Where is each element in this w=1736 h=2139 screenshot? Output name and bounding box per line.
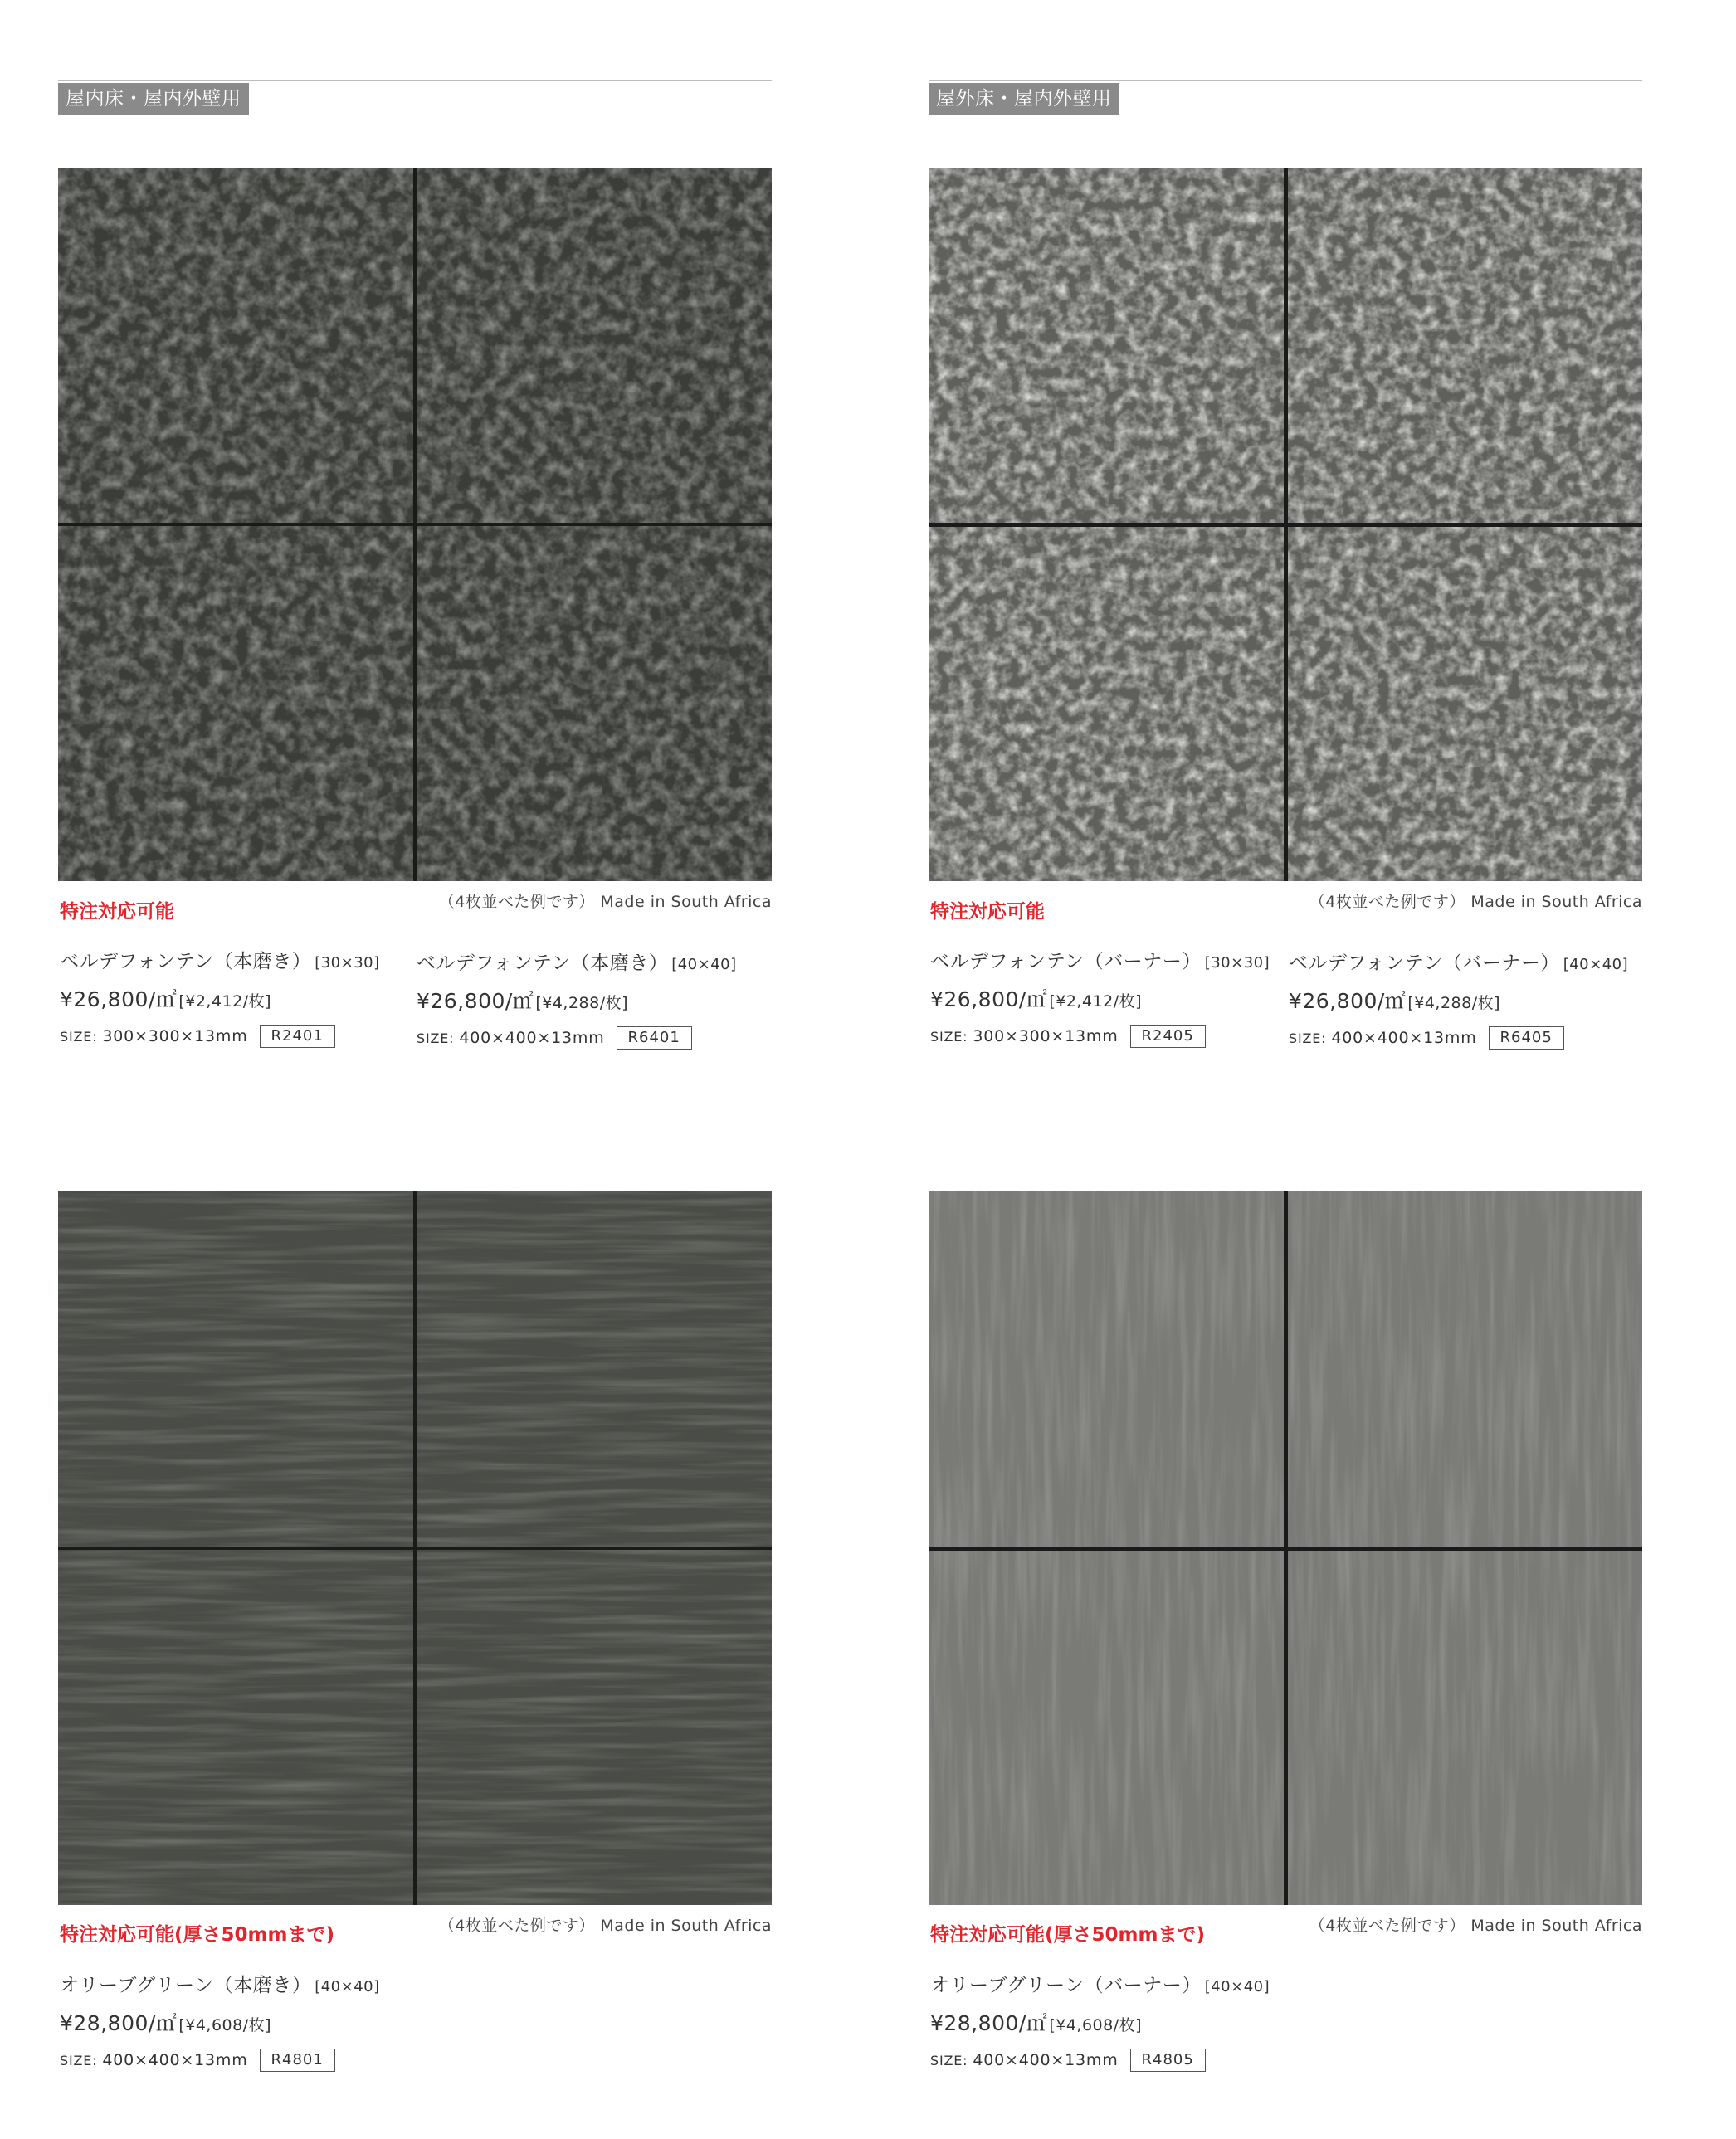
product-card <box>417 948 737 1050</box>
product-size: SIZE: 300×300×13mm R2401 <box>60 1025 380 1048</box>
section-divider-right <box>929 80 1642 81</box>
product-code: R4801 <box>260 2049 335 2072</box>
product-code: R6405 <box>1489 1026 1564 1050</box>
product-price: ¥26,800/㎡ [¥4,288/枚] <box>417 989 629 1013</box>
tile-joint-horizontal <box>929 1547 1642 1551</box>
product-price: ¥28,800/㎡ [¥4,608/枚] <box>930 2011 1143 2035</box>
stone-tile-image-olive-polished <box>58 1191 772 1905</box>
product-size: SIZE: 400×400×13mm R6405 <box>1289 1026 1628 1050</box>
product-name: ベルデフォンテン（バーナー） [30×30] <box>930 951 1270 972</box>
stone-tile-image-olive-burner <box>929 1191 1642 1905</box>
product-size: SIZE: 400×400×13mm R4805 <box>930 2049 1270 2072</box>
custom-order-note: 特注対応可能(厚さ50mmまで) <box>60 1924 334 1946</box>
section-tag-indoor: 屋内床・屋内外壁用 <box>58 83 249 115</box>
tile-joint-horizontal <box>929 523 1642 527</box>
example-caption: （4枚並べた例です） Made in South Africa <box>1309 1917 1642 1935</box>
product-size: SIZE: 400×400×13mm R4801 <box>60 2049 380 2072</box>
product-code: R2405 <box>1130 1025 1206 1048</box>
tile-joint-horizontal <box>58 1547 772 1550</box>
product-card <box>1289 948 1628 1050</box>
product-price: ¥26,800/㎡ [¥4,288/枚] <box>1289 989 1501 1013</box>
example-caption: （4枚並べた例です） Made in South Africa <box>438 893 772 911</box>
product-card <box>60 946 380 1048</box>
product-name: ベルデフォンテン（バーナー） [40×40] <box>1289 953 1629 974</box>
product-card <box>930 1970 1270 2072</box>
example-caption: （4枚並べた例です） Made in South Africa <box>1309 893 1642 911</box>
product-name: オリーブグリーン（バーナー） [40×40] <box>930 1975 1270 1996</box>
section-divider-left <box>58 80 772 81</box>
example-caption: （4枚並べた例です） Made in South Africa <box>438 1917 772 1935</box>
product-price: ¥28,800/㎡ [¥4,608/枚] <box>60 2011 272 2035</box>
product-price: ¥26,800/㎡ [¥2,412/枚] <box>930 987 1143 1011</box>
stone-tile-image-verde-polished <box>58 168 772 881</box>
product-card <box>60 1970 380 2072</box>
product-size: SIZE: 300×300×13mm R2405 <box>930 1025 1270 1048</box>
product-price: ¥26,800/㎡ [¥2,412/枚] <box>60 987 272 1011</box>
product-code: R4805 <box>1130 2049 1206 2072</box>
stone-tile-image-verde-burner <box>929 168 1642 881</box>
product-name: ベルデフォンテン（本磨き） [30×30] <box>60 951 380 972</box>
product-card <box>930 946 1270 1048</box>
section-tag-outdoor: 屋外床・屋内外壁用 <box>929 83 1119 115</box>
product-size: SIZE: 400×400×13mm R6401 <box>417 1026 737 1050</box>
product-name: ベルデフォンテン（本磨き） [40×40] <box>417 953 737 974</box>
product-code: R6401 <box>617 1026 692 1050</box>
product-code: R2401 <box>260 1025 335 1048</box>
tile-joint-horizontal <box>58 523 772 526</box>
custom-order-note: 特注対応可能 <box>60 901 174 923</box>
custom-order-note: 特注対応可能(厚さ50mmまで) <box>930 1924 1205 1946</box>
custom-order-note: 特注対応可能 <box>930 901 1045 923</box>
product-name: オリーブグリーン（本磨き） [40×40] <box>60 1975 380 1996</box>
